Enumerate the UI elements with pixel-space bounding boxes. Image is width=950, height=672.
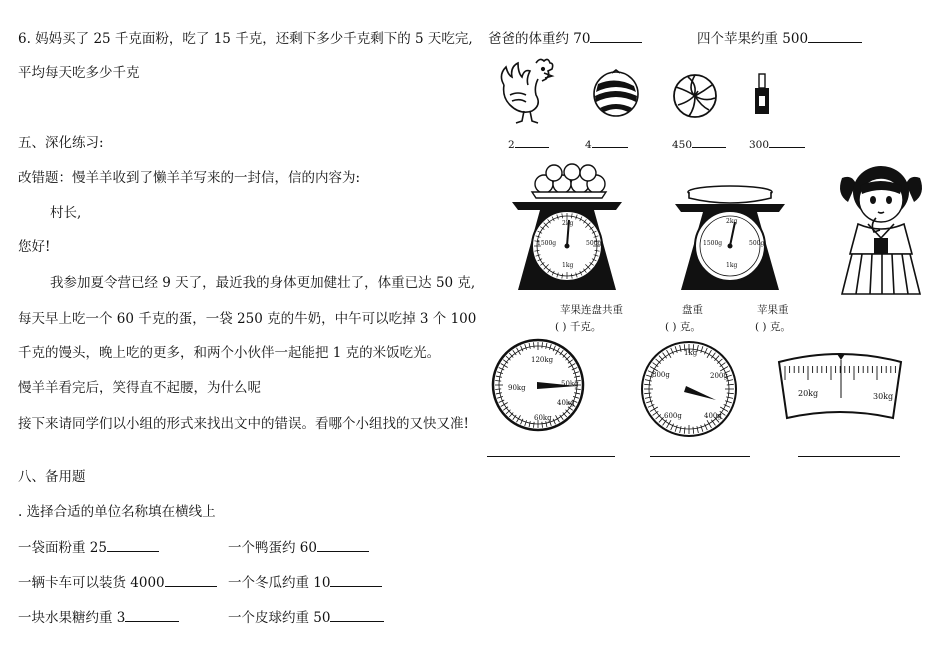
weight-answer: 300 — [749, 137, 805, 152]
dial-mark: 120kg — [531, 356, 554, 364]
weight-answer: 450 — [672, 137, 726, 152]
letter-line-2: 每天早上吃一个 60 千克的蛋，一袋 250 克的牛奶，中午可以吃掉 3 个 100 — [18, 311, 477, 327]
dial-mark: 200g — [710, 372, 728, 380]
fill-item: 一袋面粉重 25 — [18, 539, 159, 557]
question-6-line-1: 6. 妈妈买了 25 千克面粉，吃了 15 千克，还剩下多少千克剩下的 5 天吃完, — [18, 31, 473, 47]
reaction-text: 慢羊羊看完后，笑得直不起腰，为什么呢 — [18, 380, 261, 396]
small-weight-icon — [752, 72, 772, 118]
section-5-title: 五、深化练习: — [18, 135, 104, 151]
scale-mark: 1kg — [726, 262, 738, 269]
scale-with-plate — [673, 182, 788, 294]
fill-item: 一个皮球约重 50 — [228, 609, 384, 627]
dial-mark: 90kg — [508, 384, 526, 392]
scale-mark: 500g — [749, 240, 765, 247]
answer-blank: ( ) 千克。 — [555, 321, 602, 333]
scale-mark: 1kg — [562, 262, 574, 269]
plate-label: 盘重 — [682, 304, 703, 316]
answer-line — [650, 456, 750, 457]
scale-mark: 2kg — [726, 218, 738, 225]
rooster-icon — [494, 55, 564, 125]
dial-mark: 60kg — [534, 414, 552, 422]
apples-and-plate-label: 苹果连盘共重 — [560, 304, 623, 316]
girl-illustration — [838, 162, 924, 296]
dial-mark: 600g — [664, 412, 682, 420]
scale-mark: 500g — [586, 240, 602, 247]
fill-item: 一块水果糖约重 3 — [18, 609, 179, 627]
answer-line — [487, 456, 615, 457]
task-text: 接下来请同学们以小组的形式来找出文中的错误。看哪个小组找的又快又准! — [18, 416, 469, 432]
scale-mark: 1500g — [537, 240, 557, 247]
dial-mark: 20kg — [798, 389, 819, 398]
answer-blank: ( ) 克。 — [755, 321, 791, 333]
dial-scale-3 — [775, 352, 905, 424]
apples-weight-item: 四个苹果约重 500 — [697, 30, 862, 48]
letter-line-1: 我参加夏令营已经 9 天了，最近我的身体更加健壮了，体重已达 50 克, — [50, 275, 476, 291]
fill-item: 一个鸭蛋约 60 — [228, 539, 369, 557]
answer-blank: ( ) 克。 — [665, 321, 701, 333]
scale-with-apples — [510, 162, 625, 294]
scale-mark: 2kg — [562, 220, 574, 227]
dad-weight-item: 爸爸的体重约 70 — [488, 30, 642, 48]
fill-item: 一辆卡车可以装货 4000 — [18, 574, 217, 592]
dial-mark: 800g — [652, 371, 670, 379]
letter-line-3: 千克的馒头，晚上吃的更多，和两个小伙伴一起能把 1 克的米饭吃光。 — [18, 345, 441, 361]
fill-item: 一个冬瓜约重 10 — [228, 574, 382, 592]
dial-mark: 30kg — [873, 392, 894, 401]
letter-greeting: 您好! — [18, 239, 51, 255]
letter-salutation: 村长, — [50, 205, 82, 221]
dial-mark: 400g — [704, 412, 722, 420]
weight-answer: 4 — [585, 137, 628, 152]
weight-answer: 2 — [508, 137, 549, 152]
unit-instruction: . 选择合适的单位名称填在横线上 — [18, 504, 216, 520]
scale-mark: 1500g — [703, 240, 723, 247]
dial-mark: 50kg — [561, 380, 579, 388]
answer-line — [798, 456, 900, 457]
volleyball-icon — [672, 73, 718, 119]
question-6-line-2: 平均每天吃多少千克 — [18, 65, 140, 81]
dial-mark: 40kg — [557, 399, 575, 407]
error-correction-intro: 改错题：慢羊羊收到了懒羊羊写来的一封信，信的内容为: — [18, 170, 361, 186]
dial-mark: 1kg — [684, 349, 698, 357]
section-8-title: 八、备用题 — [18, 469, 86, 485]
apples-label: 苹果重 — [757, 304, 789, 316]
watermelon-icon — [592, 70, 640, 118]
